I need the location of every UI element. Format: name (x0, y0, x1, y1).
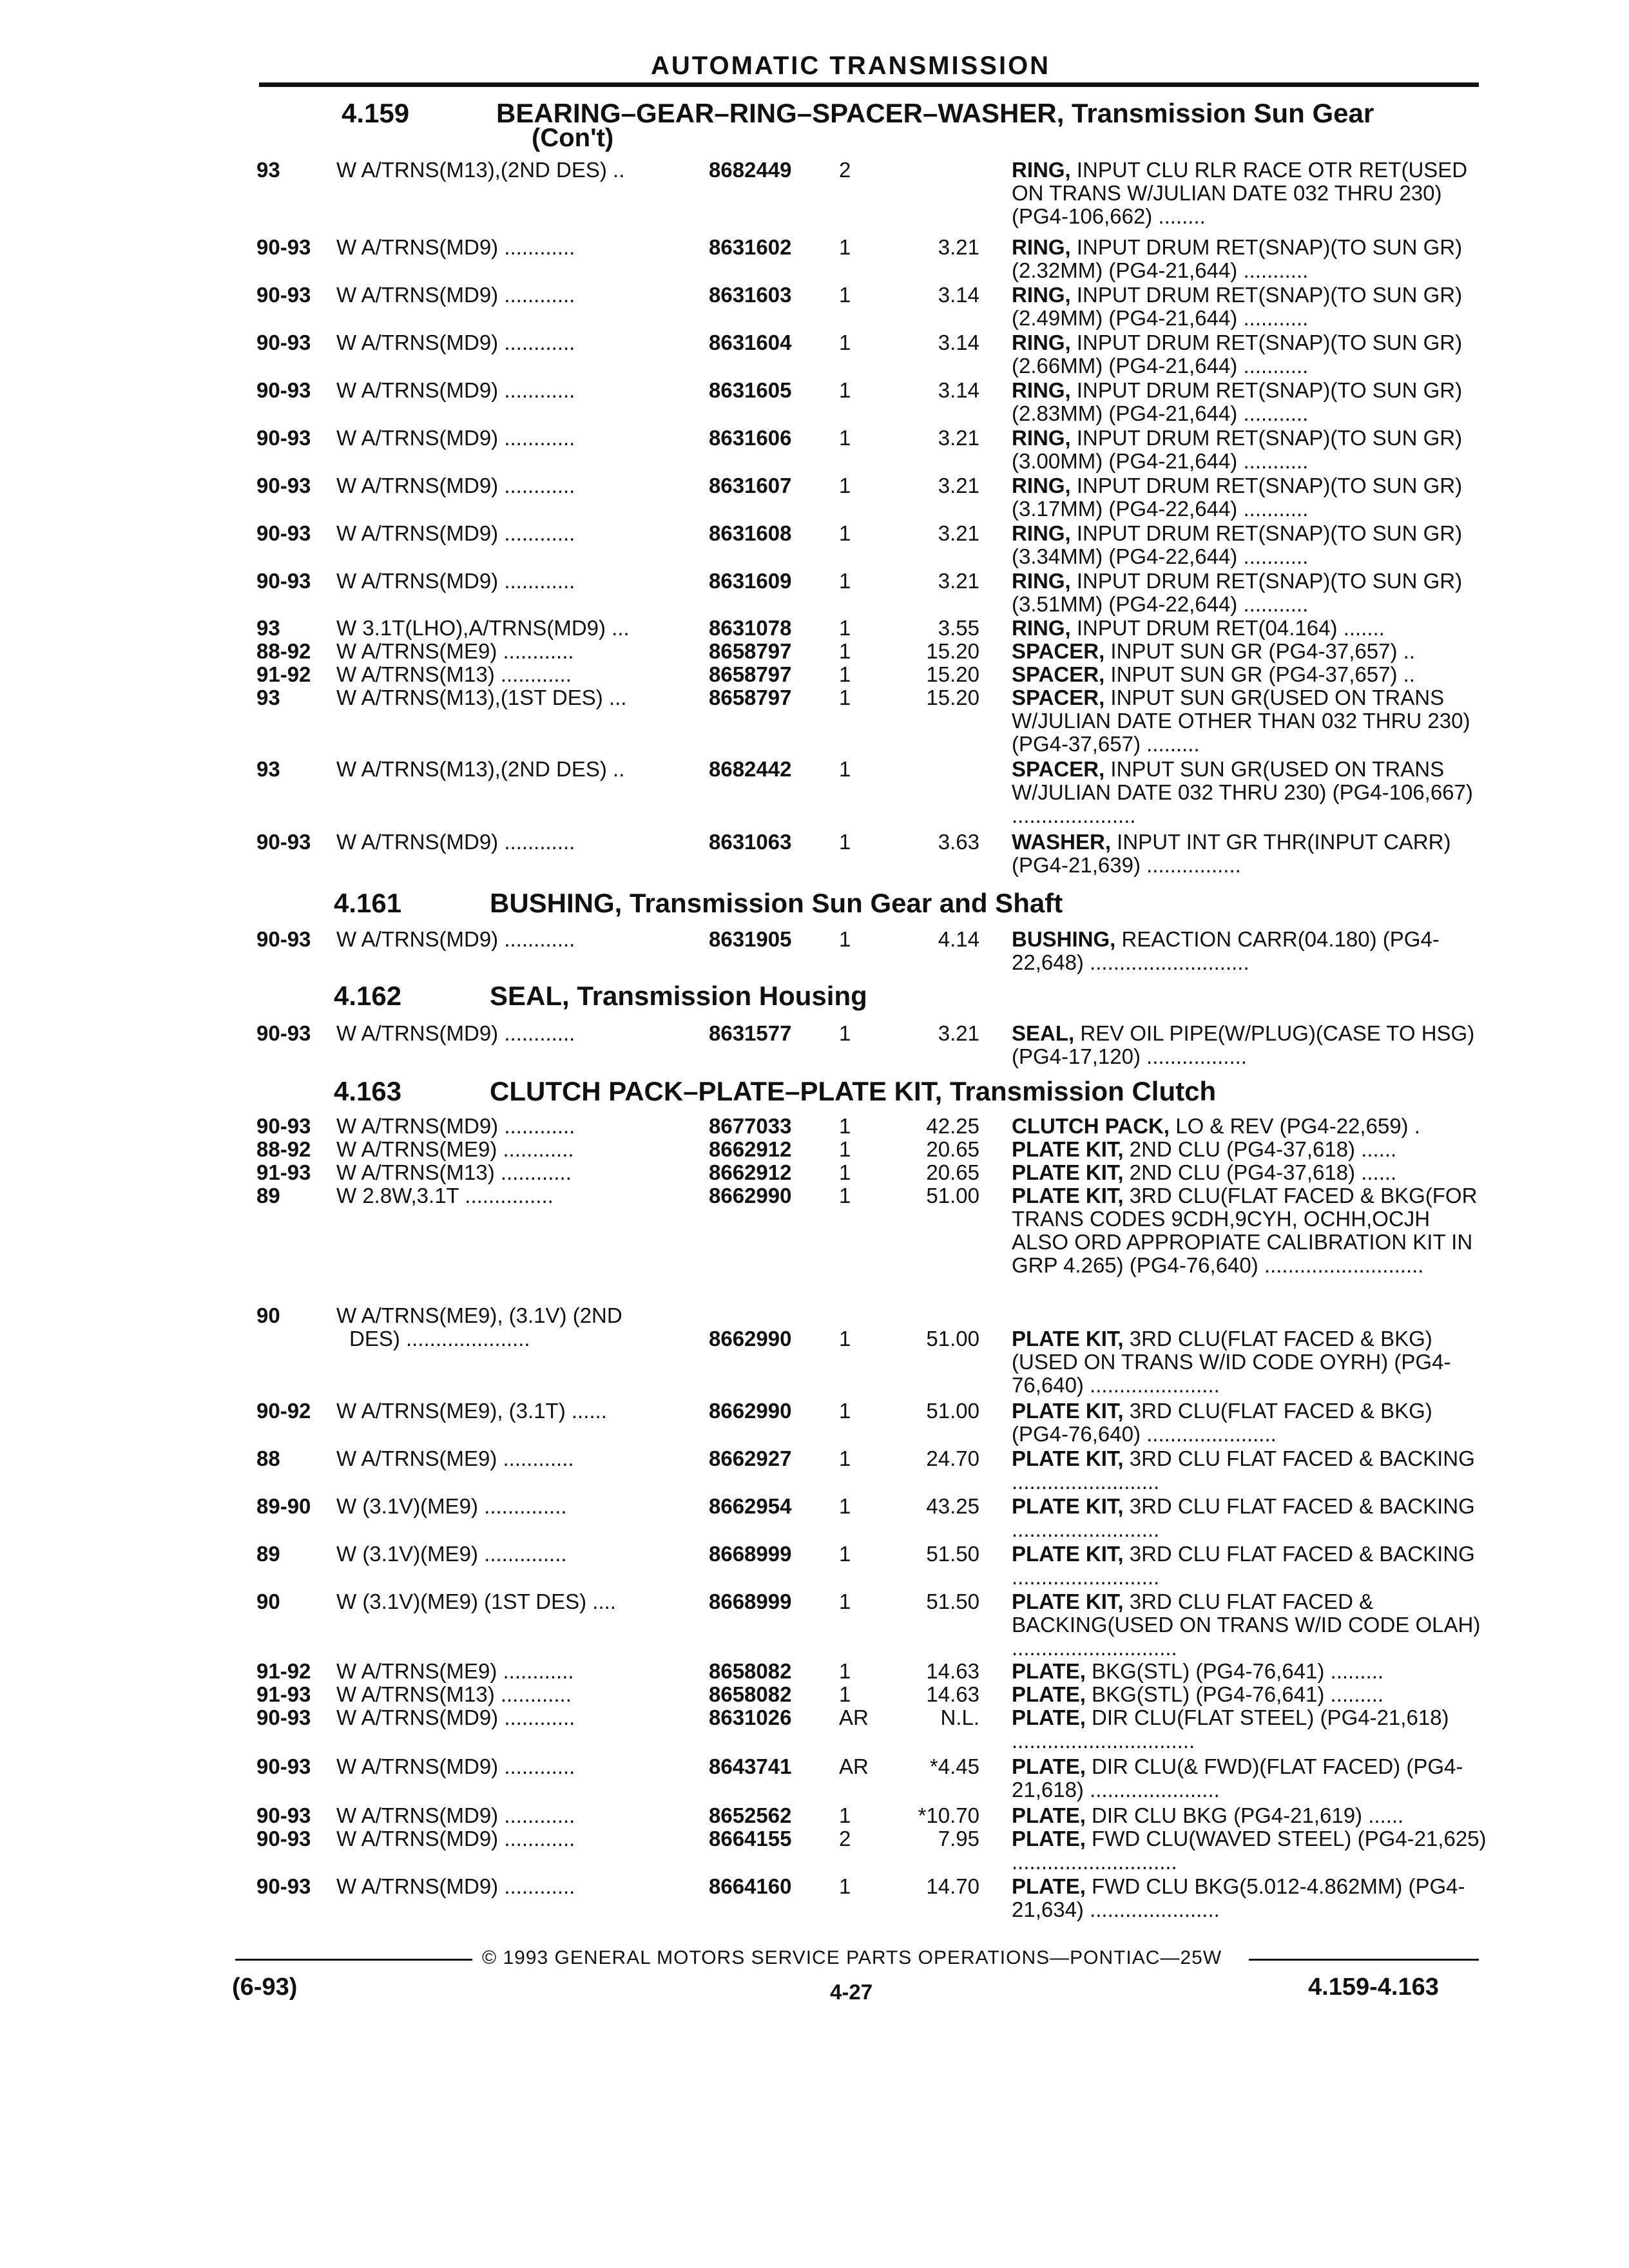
price-cell: 3.21 (938, 521, 979, 545)
quantity-cell: 1 (839, 521, 851, 545)
header-rule (259, 82, 1479, 87)
price-cell: N.L. (940, 1706, 979, 1729)
quantity-cell: 1 (839, 426, 851, 450)
description-name: PLATE, (1012, 1874, 1086, 1898)
application-cell: W (3.1V)(ME9) .............. (336, 1542, 567, 1566)
year-cell: 90-93 (256, 283, 311, 307)
year-cell: 88-92 (256, 1137, 311, 1161)
quantity-cell: 1 (839, 686, 851, 709)
description-cell (1012, 1138, 1489, 1161)
description-cell (1012, 663, 1489, 686)
quantity-cell: 1 (839, 1803, 851, 1827)
description-text: INPUT DRUM RET(SNAP)(TO SUN GR)(3.51MM) (PG4-22,644) ........... (1012, 569, 1463, 616)
application-cell: W 2.8W,3.1T ............... (336, 1184, 554, 1207)
year-cell: 91-93 (256, 1682, 311, 1706)
description-name: SPACER, (1012, 686, 1105, 709)
quantity-cell: 1 (839, 1399, 851, 1423)
part-number-cell: 8631608 (709, 521, 792, 545)
year-cell: 91-93 (256, 1160, 311, 1184)
description-cell (1012, 1115, 1489, 1138)
footer-section-range: 4.159-4.163 (1308, 1974, 1439, 2001)
quantity-cell: 1 (839, 830, 851, 854)
section-title: CLUTCH PACK–PLATE–PLATE KIT, Transmission Clutch (490, 1076, 1217, 1106)
quantity-cell: AR (839, 1754, 869, 1778)
price-cell: 3.14 (938, 378, 979, 402)
year-cell: 90-93 (256, 1706, 311, 1729)
description-name: WASHER, (1012, 830, 1112, 854)
price-cell: 3.14 (938, 331, 979, 354)
part-number-cell: 8631605 (709, 378, 792, 402)
application-cell: W A/TRNS(M13),(1ST DES) ... (336, 686, 627, 709)
description-cell (1012, 331, 1489, 378)
description-name: PLATE KIT, (1012, 1184, 1124, 1207)
description-name: PLATE KIT, (1012, 1542, 1124, 1566)
part-number-cell: 8658082 (709, 1659, 792, 1683)
description-text: REACTION CARR(04.180) (PG4-22,648) ........................... (1012, 927, 1440, 974)
year-cell: 90-93 (256, 331, 311, 354)
price-cell: 43.25 (926, 1494, 979, 1518)
description-text: LO & REV (PG4-22,659) . (1170, 1114, 1420, 1138)
description-text: BKG(STL) (PG4-76,641) ......... (1085, 1659, 1384, 1683)
application-cell: W A/TRNS(MD9) ............ (336, 569, 575, 593)
description-cell (1012, 570, 1489, 616)
part-number-cell: 8643741 (709, 1754, 792, 1778)
quantity-cell: 1 (839, 757, 851, 781)
description-text: INPUT DRUM RET(SNAP)(TO SUN GR)(2.49MM) (PG4-21,644) ........... (1012, 283, 1463, 330)
application-cell: W A/TRNS(MD9) ............ (336, 1114, 575, 1138)
application-cell: W A/TRNS(MD9) ............ (336, 1803, 575, 1827)
quantity-cell: 1 (839, 331, 851, 354)
year-cell: 90-93 (256, 1827, 311, 1850)
description-name: PLATE, (1012, 1827, 1086, 1850)
year-cell: 88 (256, 1446, 280, 1470)
part-number-cell: 8662990 (709, 1327, 792, 1350)
quantity-cell: 2 (839, 1827, 851, 1850)
part-number-cell: 8631905 (709, 927, 792, 951)
description-text: BKG(STL) (PG4-76,641) ......... (1085, 1682, 1384, 1706)
section-title: SEAL, Transmission Housing (490, 981, 867, 1011)
description-cell (1012, 1022, 1489, 1068)
section-title: BUSHING, Transmission Sun Gear and Shaft (490, 888, 1063, 918)
part-number-cell: 8652562 (709, 1803, 792, 1827)
description-cell (1012, 522, 1489, 568)
application-cell: W A/TRNS(M13),(2ND DES) .. (336, 158, 625, 182)
price-cell: 3.21 (938, 569, 979, 593)
price-cell: 3.14 (938, 283, 979, 307)
part-number-cell: 8658082 (709, 1682, 792, 1706)
description-name: PLATE KIT, (1012, 1327, 1124, 1350)
part-number-cell: 8658797 (709, 662, 792, 686)
description-text: INPUT DRUM RET(SNAP)(TO SUN GR)(2.66MM) (PG4-21,644) ........... (1012, 331, 1463, 378)
section-number: 4.162 (334, 981, 402, 1011)
description-cell (1012, 284, 1489, 330)
year-cell: 90-93 (256, 1754, 311, 1778)
description-text: INPUT SUN GR(USED ON TRANS W/JULIAN DATE 032 THRU 230) (PG4-106,667) ..................... (1012, 757, 1473, 827)
year-cell: 93 (256, 757, 280, 781)
application-cell: W A/TRNS(MD9) ............ (336, 927, 575, 951)
part-number-cell: 8664155 (709, 1827, 792, 1850)
description-text: 2ND CLU (PG4-37,618) ...... (1123, 1137, 1397, 1161)
section-continued: (Con't) (532, 124, 614, 152)
part-number-cell: 8664160 (709, 1874, 792, 1898)
description-text: INPUT SUN GR(USED ON TRANS W/JULIAN DATE OTHER THAN 032 THRU 230) (PG4-37,657) ......... (1012, 686, 1470, 756)
description-name: PLATE KIT, (1012, 1137, 1124, 1161)
application-cell: W A/TRNS(MD9) ............ (336, 1021, 575, 1045)
application-cell: W A/TRNS(ME9) ............ (336, 1659, 574, 1683)
description-cell (1012, 1327, 1489, 1397)
part-number-cell: 8677033 (709, 1114, 792, 1138)
quantity-cell: 1 (839, 1659, 851, 1683)
description-name: RING, (1012, 378, 1071, 402)
quantity-cell: 1 (839, 569, 851, 593)
description-cell (1012, 831, 1489, 877)
quantity-cell: 1 (839, 283, 851, 307)
section-number: 4.159 (342, 98, 410, 128)
description-text: INPUT DRUM RET(SNAP)(TO SUN GR)(3.17MM) (PG4-22,644) ........... (1012, 474, 1463, 521)
year-cell: 90-93 (256, 830, 311, 854)
year-cell: 88-92 (256, 639, 311, 663)
description-name: RING, (1012, 474, 1071, 497)
price-cell: 20.65 (926, 1137, 979, 1161)
price-cell: 3.55 (938, 616, 979, 640)
footer-rule-left (235, 1959, 472, 1961)
quantity-cell: 1 (839, 1327, 851, 1350)
application-cell: W A/TRNS(ME9) ............ (336, 1137, 574, 1161)
application-cell: W A/TRNS(M13) ............ (336, 662, 572, 686)
description-text: INPUT SUN GR (PG4-37,657) .. (1104, 662, 1415, 686)
price-cell: 3.21 (938, 474, 979, 497)
quantity-cell: 1 (839, 1874, 851, 1898)
price-cell: 14.63 (926, 1659, 979, 1683)
price-cell: 3.63 (938, 830, 979, 854)
description-text: 3RD CLU FLAT FACED & BACKING ......................... (1012, 1446, 1475, 1494)
description-cell (1012, 474, 1489, 521)
description-name: PLATE KIT, (1012, 1399, 1124, 1423)
description-name: PLATE, (1012, 1803, 1086, 1827)
description-text: INPUT CLU RLR RACE OTR RET(USED ON TRANS W/JULIAN DATE 032 THRU 230) (PG4-106,662) ........ (1012, 158, 1468, 228)
description-name: BUSHING, (1012, 927, 1116, 951)
quantity-cell: 1 (839, 1137, 851, 1161)
year-cell: 93 (256, 616, 280, 640)
description-name: PLATE KIT, (1012, 1446, 1124, 1470)
section-number: 4.161 (334, 888, 402, 918)
quantity-cell: 1 (839, 639, 851, 663)
application-cell: W A/TRNS(MD9) ............ (336, 830, 575, 854)
description-text: INPUT DRUM RET(SNAP)(TO SUN GR)(2.32MM) (PG4-21,644) ........... (1012, 235, 1463, 282)
part-number-cell: 8631026 (709, 1706, 792, 1729)
description-cell (1012, 1447, 1489, 1494)
price-cell: 14.63 (926, 1682, 979, 1706)
price-cell: 3.21 (938, 235, 979, 259)
year-cell: 89 (256, 1542, 280, 1566)
quantity-cell: 1 (839, 474, 851, 497)
application-cell: W A/TRNS(ME9) ............ (336, 639, 574, 663)
description-cell (1012, 1683, 1489, 1706)
year-cell: 90-93 (256, 426, 311, 450)
description-cell (1012, 1161, 1489, 1184)
application-cell: W A/TRNS(M13),(2ND DES) .. (336, 757, 625, 781)
description-cell (1012, 928, 1489, 974)
description-name: PLATE KIT, (1012, 1590, 1124, 1613)
quantity-cell: 1 (839, 616, 851, 640)
part-number-cell: 8668999 (709, 1542, 792, 1566)
application-cell: W A/TRNS(MD9) ............ (336, 1874, 575, 1898)
description-name: PLATE, (1012, 1706, 1086, 1729)
description-name: PLATE KIT, (1012, 1160, 1124, 1184)
description-cell (1012, 640, 1489, 663)
year-cell: 90-93 (256, 521, 311, 545)
quantity-cell: 1 (839, 1114, 851, 1138)
description-text: INPUT SUN GR (PG4-37,657) .. (1104, 639, 1415, 663)
price-cell: *4.45 (929, 1754, 979, 1778)
description-cell (1012, 1399, 1489, 1446)
quantity-cell: AR (839, 1706, 869, 1729)
description-text: DIR CLU BKG (PG4-21,619) ...... (1085, 1803, 1404, 1827)
description-name: SPACER, (1012, 662, 1105, 686)
description-text: DIR CLU(& FWD)(FLAT FACED) (PG4-21,618) ...................... (1012, 1754, 1463, 1802)
part-number-cell: 8631063 (709, 830, 792, 854)
description-cell (1012, 1706, 1489, 1753)
description-name: RING, (1012, 569, 1071, 593)
quantity-cell: 1 (839, 378, 851, 402)
price-cell: 15.20 (926, 686, 979, 709)
price-cell: 15.20 (926, 662, 979, 686)
part-number-cell: 8631606 (709, 426, 792, 450)
footer-page-number: 4-27 (830, 1980, 873, 2004)
part-number-cell: 8658797 (709, 686, 792, 709)
description-name: RING, (1012, 616, 1071, 640)
description-cell (1012, 686, 1489, 756)
quantity-cell: 1 (839, 1682, 851, 1706)
year-cell: 90-93 (256, 474, 311, 497)
year-cell: 93 (256, 686, 280, 709)
year-cell: 90-93 (256, 1021, 311, 1045)
description-text: REV OIL PIPE(W/PLUG)(CASE TO HSG) (PG4-17,120) ................. (1012, 1021, 1475, 1068)
description-cell (1012, 617, 1489, 640)
price-cell: 4.14 (938, 927, 979, 951)
price-cell: 15.20 (926, 639, 979, 663)
quantity-cell: 1 (839, 1184, 851, 1207)
part-number-cell: 8662990 (709, 1184, 792, 1207)
application-cell: W A/TRNS(ME9), (3.1T) ...... (336, 1399, 607, 1423)
quantity-cell: 1 (839, 1446, 851, 1470)
price-cell: 14.70 (926, 1874, 979, 1898)
description-name: CLUTCH PACK, (1012, 1114, 1170, 1138)
year-cell: 91-92 (256, 662, 311, 686)
year-cell: 90 (256, 1303, 280, 1327)
price-cell: *10.70 (918, 1803, 979, 1827)
year-cell: 90-93 (256, 1803, 311, 1827)
application-cell: W A/TRNS(M13) ............ (336, 1160, 572, 1184)
application-cell: W (3.1V)(ME9) .............. (336, 1494, 567, 1518)
price-cell: 51.00 (926, 1399, 979, 1423)
part-number-cell: 8658797 (709, 639, 792, 663)
part-number-cell: 8682449 (709, 158, 792, 182)
description-name: PLATE, (1012, 1682, 1086, 1706)
description-name: SEAL, (1012, 1021, 1075, 1045)
description-name: PLATE, (1012, 1754, 1086, 1778)
part-number-cell: 8662927 (709, 1446, 792, 1470)
application-cell: W (3.1V)(ME9) (1ST DES) .... (336, 1590, 616, 1613)
description-cell (1012, 236, 1489, 282)
year-cell: 89 (256, 1184, 280, 1207)
application-cell: W A/TRNS(ME9) ............ (336, 1446, 574, 1470)
description-cell (1012, 758, 1489, 827)
application-cell: W A/TRNS(MD9) ............ (336, 331, 575, 354)
price-cell: 51.50 (926, 1590, 979, 1613)
description-name: RING, (1012, 235, 1071, 259)
price-cell: 42.25 (926, 1114, 979, 1138)
quantity-cell: 1 (839, 1590, 851, 1613)
part-number-cell: 8631577 (709, 1021, 792, 1045)
application-cell: W A/TRNS(MD9) ............ (336, 235, 575, 259)
year-cell: 90-92 (256, 1399, 311, 1423)
part-number-cell: 8662990 (709, 1399, 792, 1423)
application-cell-continued: DES) ..................... (349, 1327, 530, 1350)
year-cell: 90-93 (256, 927, 311, 951)
part-number-cell: 8631603 (709, 283, 792, 307)
description-text: 3RD CLU(FLAT FACED & BKG) (USED ON TRANS W/ID CODE OYRH) (PG4-76,640) ...................... (1012, 1327, 1451, 1397)
part-number-cell: 8662912 (709, 1160, 792, 1184)
quantity-cell: 1 (839, 1021, 851, 1045)
application-cell: W A/TRNS(MD9) ............ (336, 1827, 575, 1850)
price-cell: 51.00 (926, 1184, 979, 1207)
description-text: INPUT DRUM RET(SNAP)(TO SUN GR)(3.34MM) (PG4-22,644) ........... (1012, 521, 1463, 568)
price-cell: 7.95 (938, 1827, 979, 1850)
description-text: 2ND CLU (PG4-37,618) ...... (1123, 1160, 1397, 1184)
quantity-cell: 1 (839, 662, 851, 686)
price-cell: 3.21 (938, 1021, 979, 1045)
part-number-cell: 8662954 (709, 1494, 792, 1518)
description-text: FWD CLU(WAVED STEEL) (PG4-21,625) ............................ (1012, 1827, 1487, 1874)
description-text: 3RD CLU FLAT FACED & BACKING ......................... (1012, 1542, 1475, 1589)
description-cell (1012, 427, 1489, 473)
section-title: BEARING–GEAR–RING–SPACER–WASHER, Transmission Sun Gear (496, 98, 1374, 128)
description-name: RING, (1012, 283, 1071, 307)
description-name: SPACER, (1012, 757, 1105, 781)
part-number-cell: 8631607 (709, 474, 792, 497)
description-name: PLATE KIT, (1012, 1494, 1124, 1518)
year-cell: 90-93 (256, 235, 311, 259)
year-cell: 93 (256, 158, 280, 182)
application-cell: W A/TRNS(M13) ............ (336, 1682, 572, 1706)
year-cell: 89-90 (256, 1494, 311, 1518)
description-name: PLATE, (1012, 1659, 1086, 1683)
description-text: 3RD CLU FLAT FACED & BACKING(USED ON TRANS W/ID CODE OLAH) ............................ (1012, 1590, 1481, 1660)
description-cell (1012, 159, 1489, 228)
page-header-title: AUTOMATIC TRANSMISSION (651, 52, 1051, 80)
description-text: DIR CLU(FLAT STEEL) (PG4-21,618) ............................... (1012, 1706, 1449, 1753)
description-cell (1012, 1804, 1489, 1827)
price-cell: 24.70 (926, 1446, 979, 1470)
description-text: FWD CLU BKG(5.012-4.862MM) (PG4-21,634) ...................... (1012, 1874, 1465, 1921)
year-cell: 90 (256, 1590, 280, 1613)
part-number-cell: 8631602 (709, 235, 792, 259)
application-cell: W A/TRNS(ME9), (3.1V) (2ND (336, 1303, 622, 1327)
part-number-cell: 8631078 (709, 616, 792, 640)
description-text: INPUT DRUM RET(SNAP)(TO SUN GR)(3.00MM) (PG4-21,644) ........... (1012, 426, 1463, 473)
description-text: 3RD CLU(FLAT FACED & BKG(FOR TRANS CODES 9CDH,9CYH, OCHH,OCJH ALSO ORD APPROPIATE CALIBRATION KIT IN GRP 4.265) (PG4-76,640) ........................... (1012, 1184, 1478, 1277)
application-cell: W A/TRNS(MD9) ............ (336, 1754, 575, 1778)
quantity-cell: 1 (839, 1494, 851, 1518)
part-number-cell: 8662912 (709, 1137, 792, 1161)
description-cell (1012, 1542, 1489, 1589)
description-text: INPUT INT GR THR(INPUT CARR) (PG4-21,639) ................ (1012, 830, 1451, 877)
footer-copyright: © 1993 GENERAL MOTORS SERVICE PARTS OPERATIONS—PONTIAC—25W (482, 1947, 1222, 1968)
application-cell: W A/TRNS(MD9) ............ (336, 474, 575, 497)
description-name: RING, (1012, 426, 1071, 450)
description-text: INPUT DRUM RET(SNAP)(TO SUN GR)(2.83MM) (PG4-21,644) ........... (1012, 378, 1463, 425)
description-name: SPACER, (1012, 639, 1105, 663)
application-cell: W A/TRNS(MD9) ............ (336, 426, 575, 450)
quantity-cell: 1 (839, 1160, 851, 1184)
year-cell: 90-93 (256, 569, 311, 593)
description-name: RING, (1012, 331, 1071, 354)
part-number-cell: 8668999 (709, 1590, 792, 1613)
application-cell: W 3.1T(LHO),A/TRNS(MD9) ... (336, 616, 630, 640)
price-cell: 51.00 (926, 1327, 979, 1350)
quantity-cell: 1 (839, 235, 851, 259)
description-text: INPUT DRUM RET(04.164) ....... (1070, 616, 1385, 640)
quantity-cell: 1 (839, 1542, 851, 1566)
description-cell (1012, 1660, 1489, 1683)
description-name: RING, (1012, 521, 1071, 545)
price-cell: 20.65 (926, 1160, 979, 1184)
application-cell: W A/TRNS(MD9) ............ (336, 283, 575, 307)
description-cell (1012, 379, 1489, 425)
year-cell: 90-93 (256, 378, 311, 402)
year-cell: 90-93 (256, 1874, 311, 1898)
description-cell (1012, 1184, 1489, 1277)
year-cell: 90-93 (256, 1114, 311, 1138)
description-cell (1012, 1827, 1489, 1874)
application-cell: W A/TRNS(MD9) ............ (336, 521, 575, 545)
application-cell: W A/TRNS(MD9) ............ (336, 1706, 575, 1729)
quantity-cell: 1 (839, 927, 851, 951)
description-cell (1012, 1755, 1489, 1802)
description-cell (1012, 1495, 1489, 1541)
footer-date: (6-93) (232, 1974, 298, 2001)
part-number-cell: 8682442 (709, 757, 792, 781)
footer-rule-right (1249, 1959, 1479, 1961)
year-cell: 91-92 (256, 1659, 311, 1683)
description-cell (1012, 1875, 1489, 1921)
part-number-cell: 8631609 (709, 569, 792, 593)
application-cell: W A/TRNS(MD9) ............ (336, 378, 575, 402)
section-number: 4.163 (334, 1076, 402, 1106)
description-text: 3RD CLU(FLAT FACED & BKG) (PG4-76,640) ...................... (1012, 1399, 1432, 1446)
quantity-cell: 2 (839, 158, 851, 182)
part-number-cell: 8631604 (709, 331, 792, 354)
description-name: RING, (1012, 158, 1071, 182)
price-cell: 3.21 (938, 426, 979, 450)
description-cell (1012, 1590, 1489, 1660)
price-cell: 51.50 (926, 1542, 979, 1566)
description-text: 3RD CLU FLAT FACED & BACKING ......................... (1012, 1494, 1475, 1541)
